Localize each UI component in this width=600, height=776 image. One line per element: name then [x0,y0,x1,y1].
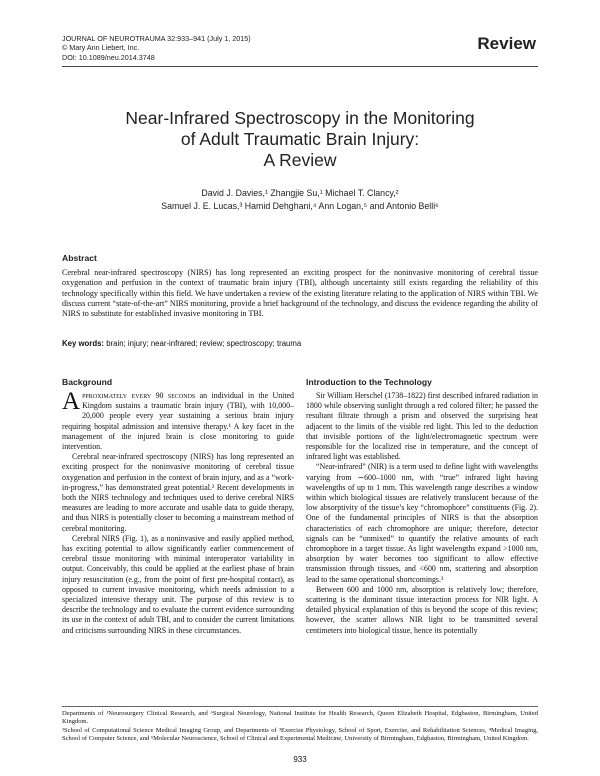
affiliation-2: ²School of Computational Science Medical Imaging Group, and Departments of ³Exercise Physiology, School of Sport, Exercise, and Rehabilitation Sciences, ⁴Medical Imaging, School of Computer Science, and ⁵Molecular Neuroscience, School of Clinical and Experimental Medicine, University of Birmingham, Edgbaston, Birmingham, United Kingdom. [62,726,538,743]
right-column [306,391,538,636]
paragraph: Between 600 and 1000 nm, absorption is relatively low; therefore, scattering is the dominant tissue interaction process for NIR light. A detailed physical explanation of this is beyond the scope of this review; however, the scatter allows NIR light to be transmitted several centimeters into biological tissue, hence its potentially [306,584,538,635]
authors-line-1: David J. Davies,¹ Zhangjie Su,¹ Michael T. Clancy,² [201,188,399,198]
title-line-2: of Adult Traumatic Brain Injury: [180,129,420,149]
title-line-3: A Review [263,150,337,170]
copyright: © Mary Ann Liebert, Inc. [62,43,140,53]
drop-cap: A [62,388,81,415]
affiliations [62,710,538,744]
keywords-label: Key words: [62,339,105,348]
paragraph-text: an individual in the United Kingdom sustains a traumatic brain injury (TBI), with 10,000–20,000 people every year sustaining a serious brain injury requiring hospital admission and intensive therapy.¹ A key facet in the management of the injured brain is close monitoring to guide intervention. [62,391,295,452]
journal-citation: JOURNAL OF NEUROTRAUMA 32:933–941 (July 1, 2015) [62,34,251,43]
paragraph: Cerebral near-infrared spectroscopy (NIRS) has long represented an exciting prospect for the noninvasive monitoring of cerebral tissue oxygenation and perfusion in the context of brain injury, and as a “work-in-progress,” has demonstrated great potential.² Recent developments in both the NIRS technology and techniques used to derive cerebral NIRS measures are leading to more accurate and usable data to guide therapy, and thus NIRS is potentially closer to becoming a mainstream method of cerebral monitoring. [62,452,294,533]
journal-header [62,34,362,62]
author-list [62,187,538,212]
small-caps-lead: pproximately every 90 seconds [82,391,196,400]
paragraph: Cerebral NIRS (Fig. 1), as a noninvasive and easily applied method, has exciting potential to allow significantly earlier commencement of cerebral tissue monitoring with minimal interoperator variability in output. Conceivably, this could be applied at the earliest phase of brain injury resuscitation (e.g., from the point of first pre-hospital contact), as opposed to current invasive monitoring, which needs admission to a specialized intensive therapy unit. The purpose of this review is to describe the technology and to evaluate the current evidence surrounding its use in the context of adult TBI, and to consider the current limitations and criticisms surrounding NIRS in these circumstances. [62,533,294,635]
abstract-heading: Abstract [62,253,97,263]
paragraph: “Near-infrared” (NIR) is a term used to define light with wavelengths varying from ∼600–1000 nm, with “true” infrared light having wavelengths of up to 1 mm. This wavelength range describes a window within which biological tissues are relatively translucent because of the low absorptivity of the tissue’s key “chromophore” constituents (Fig. 2). One of the fundamental principles of NIRS is that the absorption characteristics of each chromophore are unique; therefore, detector signals can be “unmixed” to quantify the relative amounts of each chromophore in a target tissue. As light wavelengths expand >1000 nm, absorption by water becomes too significant to allow effective transmission through tissues, and <600 nm, scattering and absorption lead to the same operational shortcomings.³ [306,462,538,584]
affiliation-1: Departments of ¹Neurosurgery Clinical Research, and ⁶Surgical Neurology, National Institute for Health Research, Queen Elizabeth Hospital, Edgbaston, Birmingham, United Kingdom. [62,710,538,726]
abstract-text: Cerebral near-infrared spectroscopy (NIRS) has long represented an exciting prospect for the noninvasive monitoring of cerebral tissue oxygenation and perfusion in the context of traumatic brain injury (TBI), although uncertainty still exists regarding the reliability of this technology specifically within this field. We have undertaken a review of the existing literature relating to the application of NIRS within TBI. We discuss current “state-of-the-art” NIRS monitoring, provide a brief background of the technology, and discuss the evidence regarding the ability of NIRS to substitute for established invasive monitoring in TBI. [62,268,538,319]
article-title [62,108,538,171]
doi: DOI: 10.1089/neu.2014.3748 [62,52,155,62]
paragraph: Sir William Herschel (1738–1822) first described infrared radiation in 1800 while observing sunlight through a red colored filter; he passed the resultant filtrate through a prism and observed the surprising heat adjacent to the limits of the visible red light. This led to the deduction that invisible portions of the light/electromagnetic spectrum were responsible for the localized rise in temperature, and the concept of infrared light was established. [306,391,538,462]
header-rule [62,66,538,67]
paragraph [62,388,295,452]
keywords-list: brain; injury; near-infrared; review; spectroscopy; trauma [106,339,302,348]
introduction-heading: Introduction to the Technology [306,377,432,387]
footnote-rule [62,706,538,707]
background-heading: Background [62,377,113,387]
keywords [62,339,538,348]
article-type-badge: Review [477,34,536,53]
page-number: 933 [293,755,307,764]
title-line-1: Near-Infrared Spectroscopy in the Monitoring [125,108,475,128]
left-column [62,388,295,636]
authors-line-2: Samuel J. E. Lucas,³ Hamid Dehghani,⁴ Ann Logan,⁵ and Antonio Belli⁶ [161,200,439,211]
